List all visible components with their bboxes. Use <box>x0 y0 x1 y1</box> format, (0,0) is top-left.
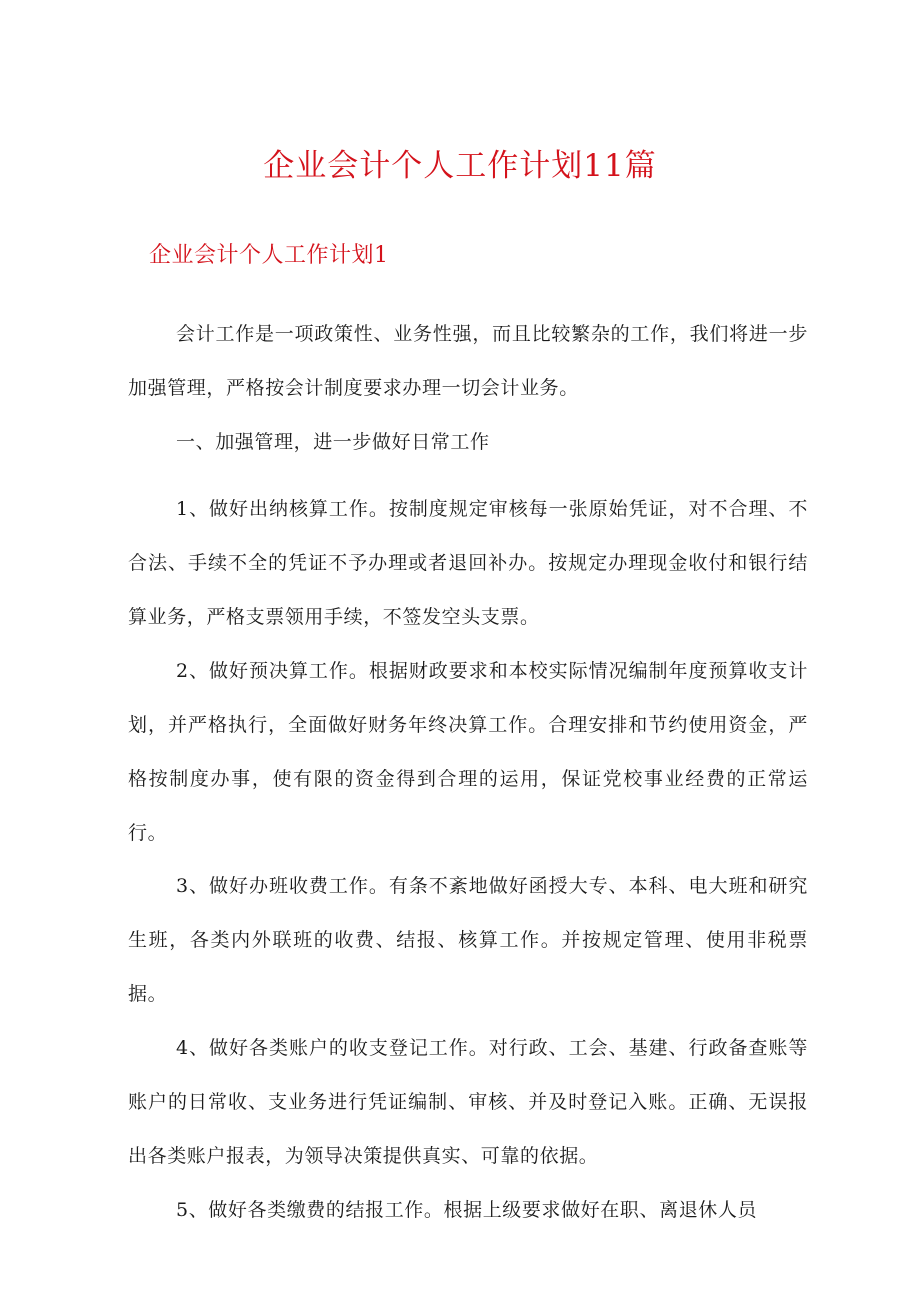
paragraph-item-1: 1、做好出纳核算工作。按制度规定审核每一张原始凭证，对不合理、不合法、手续不全的凭证不予办理或者退回补办。按规定办理现金收付和银行结算业务，严格支票领用手续，不签发空头支票。 <box>128 498 808 628</box>
paragraph-heading-management: 一、加强管理，进一步做好日常工作 <box>176 431 490 453</box>
paragraph-item-5: 5、做好各类缴费的结报工作。根据上级要求做好在职、离退休人员 <box>176 1199 758 1221</box>
paragraph-item-4: 4、做好各类账户的收支登记工作。对行政、工会、基建、行政备查账等账户的日常收、支业务进行凭证编制、审核、并及时登记入账。正确、无误报出各类账户报表，为领导决策提供真实、可靠的依据。 <box>128 1037 808 1167</box>
section-title: 企业会计个人工作计划1 <box>149 243 389 268</box>
document-title: 企业会计个人工作计划11篇 <box>263 148 657 184</box>
paragraph-item-3: 3、做好办班收费工作。有条不紊地做好函授大专、本科、电大班和研究生班，各类内外联班的收费、结报、核算工作。并按规定管理、使用非税票据。 <box>128 875 808 1005</box>
paragraph-item-2: 2、做好预决算工作。根据财政要求和本校实际情况编制年度预算收支计划，并严格执行，全面做好财务年终决算工作。合理安排和节约使用资金，严格按制度办事，使有限的资金得到合理的运用，保证党校事业经费的正常运行。 <box>128 660 808 844</box>
paragraph-intro: 会计工作是一项政策性、业务性强，而且比较繁杂的工作，我们将进一步加强管理，严格按会计制度要求办理一切会计业务。 <box>128 323 808 399</box>
